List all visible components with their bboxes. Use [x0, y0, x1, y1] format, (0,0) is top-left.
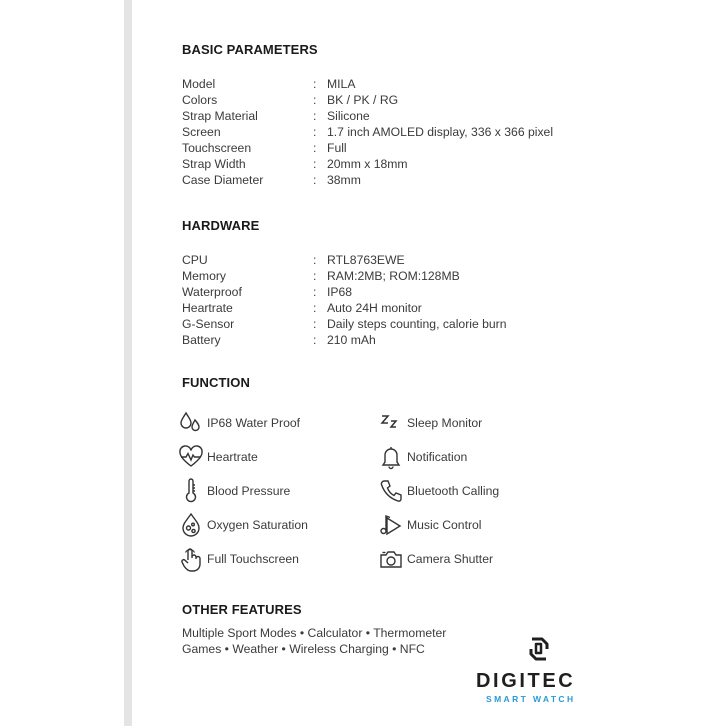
thermometer-icon [178, 478, 204, 504]
spec-colon: : [313, 301, 317, 315]
other-features-line: Games • Weather • Wireless Charging • NFC [182, 642, 425, 656]
water-drops-icon [178, 410, 204, 436]
function-label: Full Touchscreen [207, 552, 299, 566]
spec-value: Full [327, 141, 347, 155]
spec-colon: : [313, 125, 317, 139]
spec-value: BK / PK / RG [327, 93, 399, 107]
spec-row [182, 316, 602, 332]
spec-row [182, 252, 602, 268]
function-item-full-touchscreen [178, 545, 299, 573]
spec-label: Battery [182, 333, 221, 347]
spec-label: Model [182, 77, 216, 91]
touch-hand-icon [178, 546, 204, 572]
brand-name: DIGITEC [476, 670, 576, 692]
function-item-water-proof [178, 409, 300, 437]
digitec-logo-icon [528, 636, 550, 662]
spec-value: Daily steps counting, calorie burn [327, 317, 507, 331]
spec-row [182, 156, 602, 172]
spec-value: 210 mAh [327, 333, 376, 347]
spec-colon: : [313, 285, 317, 299]
function-label: Sleep Monitor [407, 416, 483, 430]
spec-row [182, 124, 602, 140]
spec-row [182, 300, 602, 316]
spec-label: CPU [182, 253, 208, 267]
spec-colon: : [313, 141, 317, 155]
left-margin [0, 0, 124, 726]
sleep-zz-icon [378, 410, 404, 436]
spec-row [182, 268, 602, 284]
phone-icon [378, 478, 404, 504]
function-item-camera-shutter [378, 545, 493, 573]
spec-label: Case Diameter [182, 173, 264, 187]
function-label: Oxygen Saturation [207, 518, 308, 532]
function-label: IP68 Water Proof [207, 416, 301, 430]
function-label: Notification [407, 450, 468, 464]
spec-colon: : [313, 333, 317, 347]
spec-colon: : [313, 173, 317, 187]
function-item-notification [378, 443, 467, 471]
spec-label: Memory [182, 269, 227, 283]
spec-colon: : [313, 93, 317, 107]
spec-colon: : [313, 157, 317, 171]
spec-row [182, 284, 602, 300]
function-item-oxygen-saturation [178, 511, 308, 539]
music-play-icon [378, 512, 404, 538]
spec-label: Colors [182, 93, 218, 107]
spec-colon: : [313, 269, 317, 283]
spec-row [182, 108, 602, 124]
hardware-heading: HARDWARE [182, 218, 260, 233]
hardware-table [182, 252, 602, 348]
spec-value: 20mm x 18mm [327, 157, 408, 171]
spec-value: MILA [327, 77, 356, 91]
function-item-heartrate [178, 443, 258, 471]
spec-value: RAM:2MB; ROM:128MB [327, 269, 460, 283]
function-label: Camera Shutter [407, 552, 494, 566]
function-item-bluetooth-calling [378, 477, 499, 505]
spec-label: Strap Width [182, 157, 246, 171]
spec-row [182, 140, 602, 156]
spec-sheet [132, 0, 608, 726]
bell-icon [378, 444, 404, 470]
spec-row [182, 76, 602, 92]
camera-icon [378, 546, 404, 572]
other-features-line: Multiple Sport Modes • Calculator • Thermometer [182, 626, 447, 640]
spec-colon: : [313, 77, 317, 91]
basic-parameters-table [182, 76, 602, 188]
other-features-heading: OTHER FEATURES [182, 602, 302, 617]
spec-label: Strap Material [182, 109, 258, 123]
left-edge-divider [124, 0, 132, 726]
spec-colon: : [313, 109, 317, 123]
spec-label: Touchscreen [182, 141, 252, 155]
spec-label: G-Sensor [182, 317, 235, 331]
spec-value: IP68 [327, 285, 353, 299]
spec-value: Auto 24H monitor [327, 301, 422, 315]
function-label: Heartrate [207, 450, 258, 464]
spec-value: RTL8763EWE [327, 253, 405, 267]
right-margin [608, 0, 726, 726]
spec-colon: : [313, 317, 317, 331]
spec-row [182, 172, 602, 188]
spec-label: Screen [182, 125, 221, 139]
spec-label: Waterproof [182, 285, 242, 299]
spec-value: 38mm [327, 173, 361, 187]
spec-colon: : [313, 253, 317, 267]
function-item-music-control [378, 511, 482, 539]
spec-row [182, 332, 602, 348]
function-label: Music Control [407, 518, 482, 532]
spec-row [182, 92, 602, 108]
function-heading: FUNCTION [182, 375, 250, 390]
function-label: Blood Pressure [207, 484, 291, 498]
spec-value: 1.7 inch AMOLED display, 336 x 366 pixel [327, 125, 554, 139]
heartrate-icon [178, 444, 204, 470]
function-item-blood-pressure [178, 477, 290, 505]
spec-value: Silicone [327, 109, 370, 123]
function-label: Bluetooth Calling [407, 484, 500, 498]
brand-subtitle: SMART WATCH [486, 694, 576, 704]
basic-parameters-heading: BASIC PARAMETERS [182, 42, 318, 57]
function-item-sleep-monitor [378, 409, 482, 437]
oxygen-drop-icon [178, 512, 204, 538]
spec-label: Heartrate [182, 301, 233, 315]
